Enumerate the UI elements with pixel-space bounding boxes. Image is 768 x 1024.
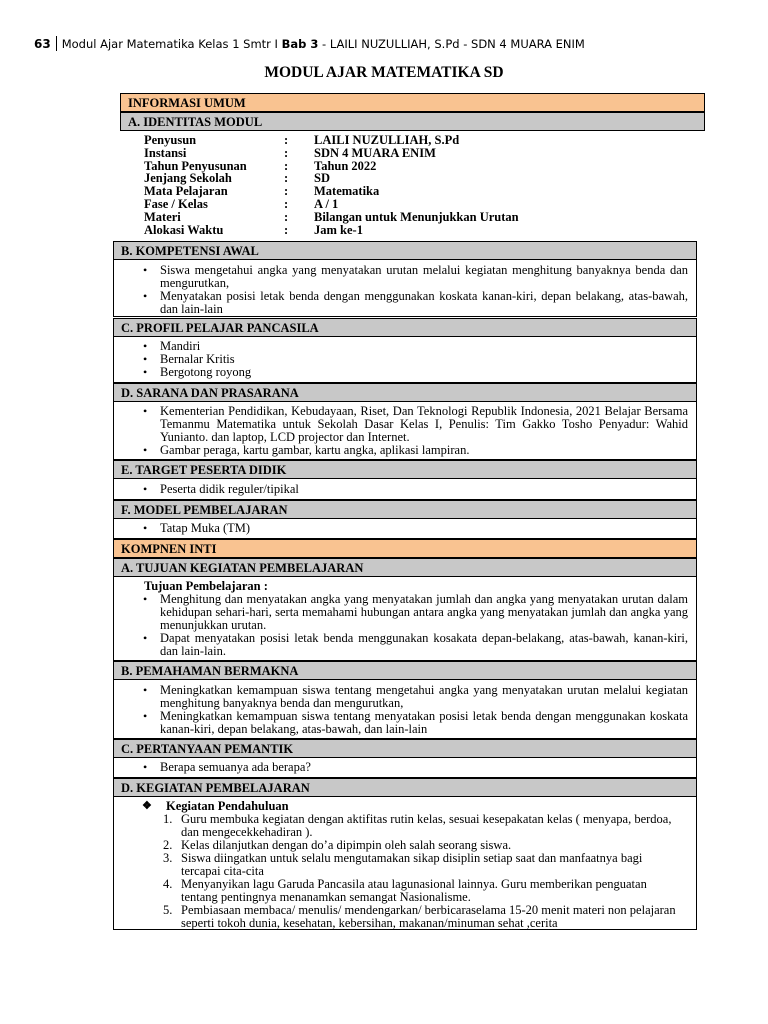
section-kegiatan-pembelajaran: D. KEGIATAN PEMBELAJARAN — [113, 778, 697, 797]
target-box — [113, 479, 697, 500]
list-item: • Meningkatkan kemampuan siswa tentang mengetahui angka yang menyatakan urutan melalui kegiatan menghitung banyaknya benda dan mengurutkan, — [114, 684, 696, 710]
list-item: 2. Kelas dilanjutkan dengan do’a dipimpin oleh salah seorang siswa. — [163, 838, 512, 852]
section-model-pembelajaran: F. MODEL PEMBELAJARAN — [113, 500, 697, 519]
identitas-row: Alokasi Waktu : Jam ke-1 — [144, 222, 363, 237]
list-item: 1. Guru membuka kegiatan dengan aktifitas rutin kelas, sesuai kesepakatan kelas ( menyapa, berdoa, dan mengecekkehadiran ). — [163, 812, 672, 839]
tujuan-box — [113, 577, 697, 661]
section-tujuan-kegiatan: A. TUJUAN KEGIATAN PEMBELAJARAN — [113, 558, 697, 577]
identitas-row: Penyusun : LAILI NUZULLIAH, S.Pd — [144, 133, 460, 147]
identitas-row: Mata Pelajaran : Matematika — [144, 184, 380, 199]
identitas-table — [144, 134, 519, 236]
identitas-row: Jenjang Sekolah : SD — [144, 171, 330, 186]
model-box — [113, 519, 697, 539]
identitas-row: Tahun Penyusunan : Tahun 2022 — [144, 158, 377, 173]
identitas-row: Materi : Bilangan untuk Menunjukkan Urutan — [144, 209, 519, 224]
list-item: 5. Pembiasaan membaca/ menulis/ mendengarkan/ berbicaraselama 15-20 menit materi non pelajaran seperti tokoh dunia, kesehatan, kebersihan, makanan/minuman sehat ,cerita — [163, 903, 676, 930]
pertanyaan-box — [113, 758, 697, 778]
tujuan-subtitle: Tujuan Pembelajaran : — [144, 579, 268, 593]
list-item: • Siswa mengetahui angka yang menyatakan urutan melalui kegiatan menghitung banyaknya benda dan mengurutkan, — [114, 264, 696, 290]
section-target-peserta: E. TARGET PESERTA DIDIK — [113, 460, 697, 479]
list-item: • Menghitung dan menyatakan angka yang menyatakan jumlah dan angka yang menyatakan urutan dalam kehidupan sehari-hari, serta memahami hubungan antara angka yang menyatakan jumlah dan angka yang menunjukkan urutan. — [114, 593, 696, 632]
section-profil-pelajar: C. PROFIL PELAJAR PANCASILA — [113, 318, 697, 337]
header-divider — [56, 36, 57, 51]
document-title: MODUL AJAR MATEMATIKA SD — [264, 64, 504, 81]
section-pertanyaan-pemantik: C. PERTANYAAN PEMANTIK — [113, 739, 697, 758]
diamond-bullet-icon: ❖ — [142, 800, 152, 812]
kegiatan-box — [113, 797, 697, 930]
page-header — [34, 36, 585, 51]
kegiatan-subtitle: ❖ Kegiatan Pendahuluan — [142, 799, 289, 813]
list-item: • Bernalar Kritis — [114, 353, 696, 366]
sarana-box — [113, 402, 697, 460]
header-author: - LAILI NUZULLIAH, S.Pd - SDN 4 MUARA ENIM — [318, 37, 585, 51]
list-item: • Gambar peraga, kartu gambar, kartu angka, aplikasi lampiran. — [114, 444, 696, 457]
section-informasi-umum: INFORMASI UMUM — [120, 93, 705, 112]
section-pemahaman-bermakna: B. PEMAHAMAN BERMAKNA — [113, 661, 697, 680]
list-item: • Meningkatkan kemampuan siswa tentang menyatakan posisi letak benda dengan menggunakan koskata kanan-kiri, depan belakang, atas-bawah, dan lain-lain — [114, 710, 696, 736]
list-item: • Kementerian Pendidikan, Kebudayaan, Riset, Dan Teknologi Republik Indonesia, 2021 Belajar Bersama Temanmu Matematika untuk Sekolah Dasar Kelas I, Penulis: Tim Gakko Tosho Penyadur: Wahid Yunianto. dan laptop, LCD projector dan Internet. — [114, 405, 696, 444]
list-item: • Mandiri — [114, 340, 696, 353]
header-text: Modul Ajar Matematika Kelas 1 Smtr I — [61, 37, 282, 51]
section-kompetensi-awal: B. KOMPETENSI AWAL — [113, 241, 697, 260]
kompetensi-awal-box — [113, 260, 697, 317]
identitas-row: Fase / Kelas : A / 1 — [144, 196, 339, 211]
page-number: 63 — [34, 37, 51, 51]
pemahaman-box — [113, 680, 697, 739]
identitas-row: Instansi : SDN 4 MUARA ENIM — [144, 145, 436, 160]
section-identitas-modul: A. IDENTITAS MODUL — [120, 112, 705, 131]
list-item: • Berapa semuanya ada berapa? — [114, 761, 696, 774]
list-item: • Menyatakan posisi letak benda dengan menggunakan koskata kanan-kiri, depan belakang, atas-bawah, dan lain-lain — [114, 290, 696, 316]
section-sarana-prasarana: D. SARANA DAN PRASARANA — [113, 383, 697, 402]
list-item: • Bergotong royong — [114, 366, 696, 379]
header-chapter: Bab 3 — [281, 37, 319, 51]
list-item: 4. Menyanyikan lagu Garuda Pancasila atau lagunasional lainnya. Guru memberikan penguatan tentang pentingnya menanamkan semangat Nasionalisme. — [163, 877, 647, 904]
section-komponen-inti: KOMPNEN INTI — [113, 539, 697, 558]
list-item: • Tatap Muka (TM) — [114, 522, 696, 535]
list-item: 3. Siswa diingatkan untuk selalu mengutamakan sikap disiplin setiap saat dan manfaatnya bagi tercapai cita-cita — [163, 851, 643, 878]
list-item: • Peserta didik reguler/tipikal — [114, 483, 696, 496]
list-item: • Dapat menyatakan posisi letak benda menggunakan kosakata depan-belakang, atas-bawah, kanan-kiri, dan lain-lain. — [114, 632, 696, 658]
profil-box — [113, 337, 697, 383]
